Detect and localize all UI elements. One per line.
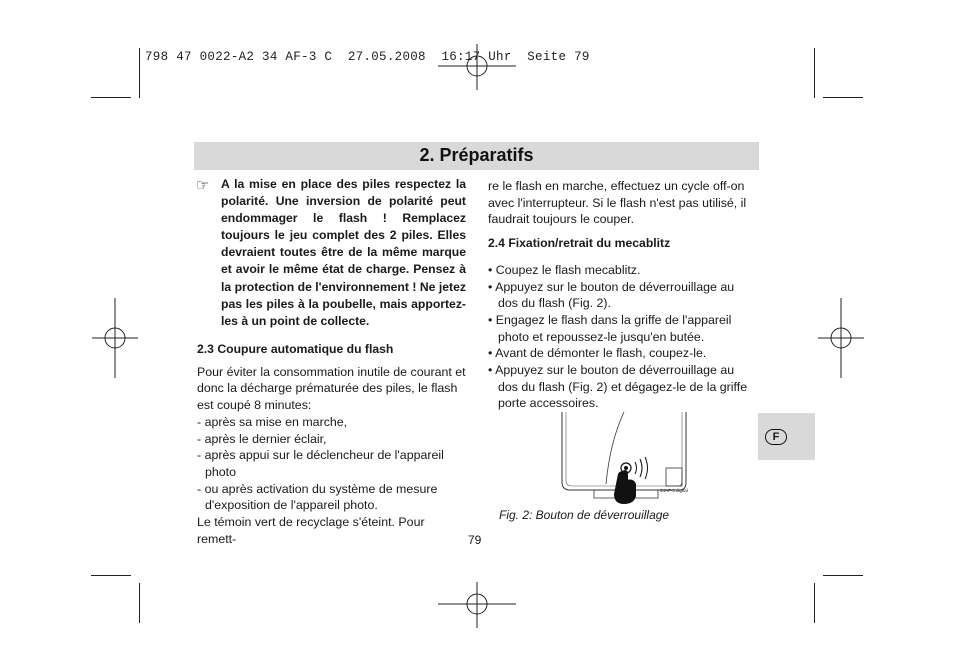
list-item: - après appui sur le déclencheur de l'appareil photo	[197, 448, 444, 479]
crop-mark	[823, 97, 863, 98]
section-heading: 2.4 Fixation/retrait du mecablitz	[488, 236, 671, 251]
crop-mark	[814, 48, 815, 98]
list-item: - après le dernier éclair,	[197, 431, 327, 446]
list-item: • Appuyez sur le bouton de déverrouillage au dos du flash (Fig. 2).	[488, 279, 735, 311]
registration-target-icon	[438, 582, 516, 628]
crop-mark	[139, 48, 140, 98]
page-number: 79	[468, 533, 482, 547]
language-tab-label: F	[765, 429, 787, 445]
right-column	[488, 178, 756, 412]
paragraph: Pour éviter la consommation inutile de courant et donc la décharge prématurée des piles, le flash est coupé 8 minutes:	[197, 364, 466, 413]
figure-label: 34AF-3 digital	[660, 488, 688, 493]
list-item: - après sa mise en marche,	[197, 414, 348, 429]
section-title-bar	[194, 142, 759, 170]
crop-mark	[823, 575, 863, 576]
paragraph: Le témoin vert de recyclage s'éteint. Pour remett-	[197, 515, 425, 546]
paragraph: re le flash en marche, effectuez un cycle off-on avec l'interrupteur. Si le flash n'est pas utilisé, il faudrait toujours le couper.	[488, 179, 747, 227]
list-item: - ou après activation du système de mesure d'exposition de l'appareil photo.	[197, 481, 438, 513]
warning-note: A la mise en place des piles respectez la polarité. Une inversion de polarité peut endommager le flash ! Remplacez toujours le jeu complet des 2 piles. Elles devraient toutes être de la même marque et avoir le même état de charge. Pensez à la protection de l'environnement ! Ne jetez pas les piles à la poubelle, mais apportez-les à un point de collecte.	[221, 177, 466, 328]
registration-target-icon	[818, 298, 864, 378]
figure-caption: Fig. 2: Bouton de déverrouillage	[499, 508, 670, 522]
list-item: • Appuyez sur le bouton de déverrouillage au dos du flash (Fig. 2) et dégagez-le de la griffe porte accessoires.	[488, 363, 748, 411]
crop-mark	[91, 97, 131, 98]
print-header: 798 47 0022-A2 34 AF-3 C 27.05.2008 16:17 Uhr Seite 79	[145, 50, 590, 64]
list-item: • Engagez le flash dans la griffe de l'appareil photo et repoussez-le jusqu'en butée.	[488, 312, 732, 344]
section-2-3	[197, 341, 467, 547]
pointing-hand-icon: ☞	[196, 177, 210, 194]
section-heading: 2.3 Coupure automatique du flash	[197, 342, 394, 356]
language-tab	[758, 413, 815, 460]
list-item: • Avant de démonter le flash, coupez-le.	[488, 346, 707, 361]
list-item: • Coupez le flash mecablitz.	[488, 262, 641, 277]
crop-mark	[139, 583, 140, 623]
flash-back-illustration	[558, 412, 698, 506]
section-title: 2. Préparatifs	[419, 145, 534, 165]
registration-target-icon	[92, 298, 138, 378]
crop-mark	[814, 583, 815, 623]
crop-mark	[91, 575, 131, 576]
